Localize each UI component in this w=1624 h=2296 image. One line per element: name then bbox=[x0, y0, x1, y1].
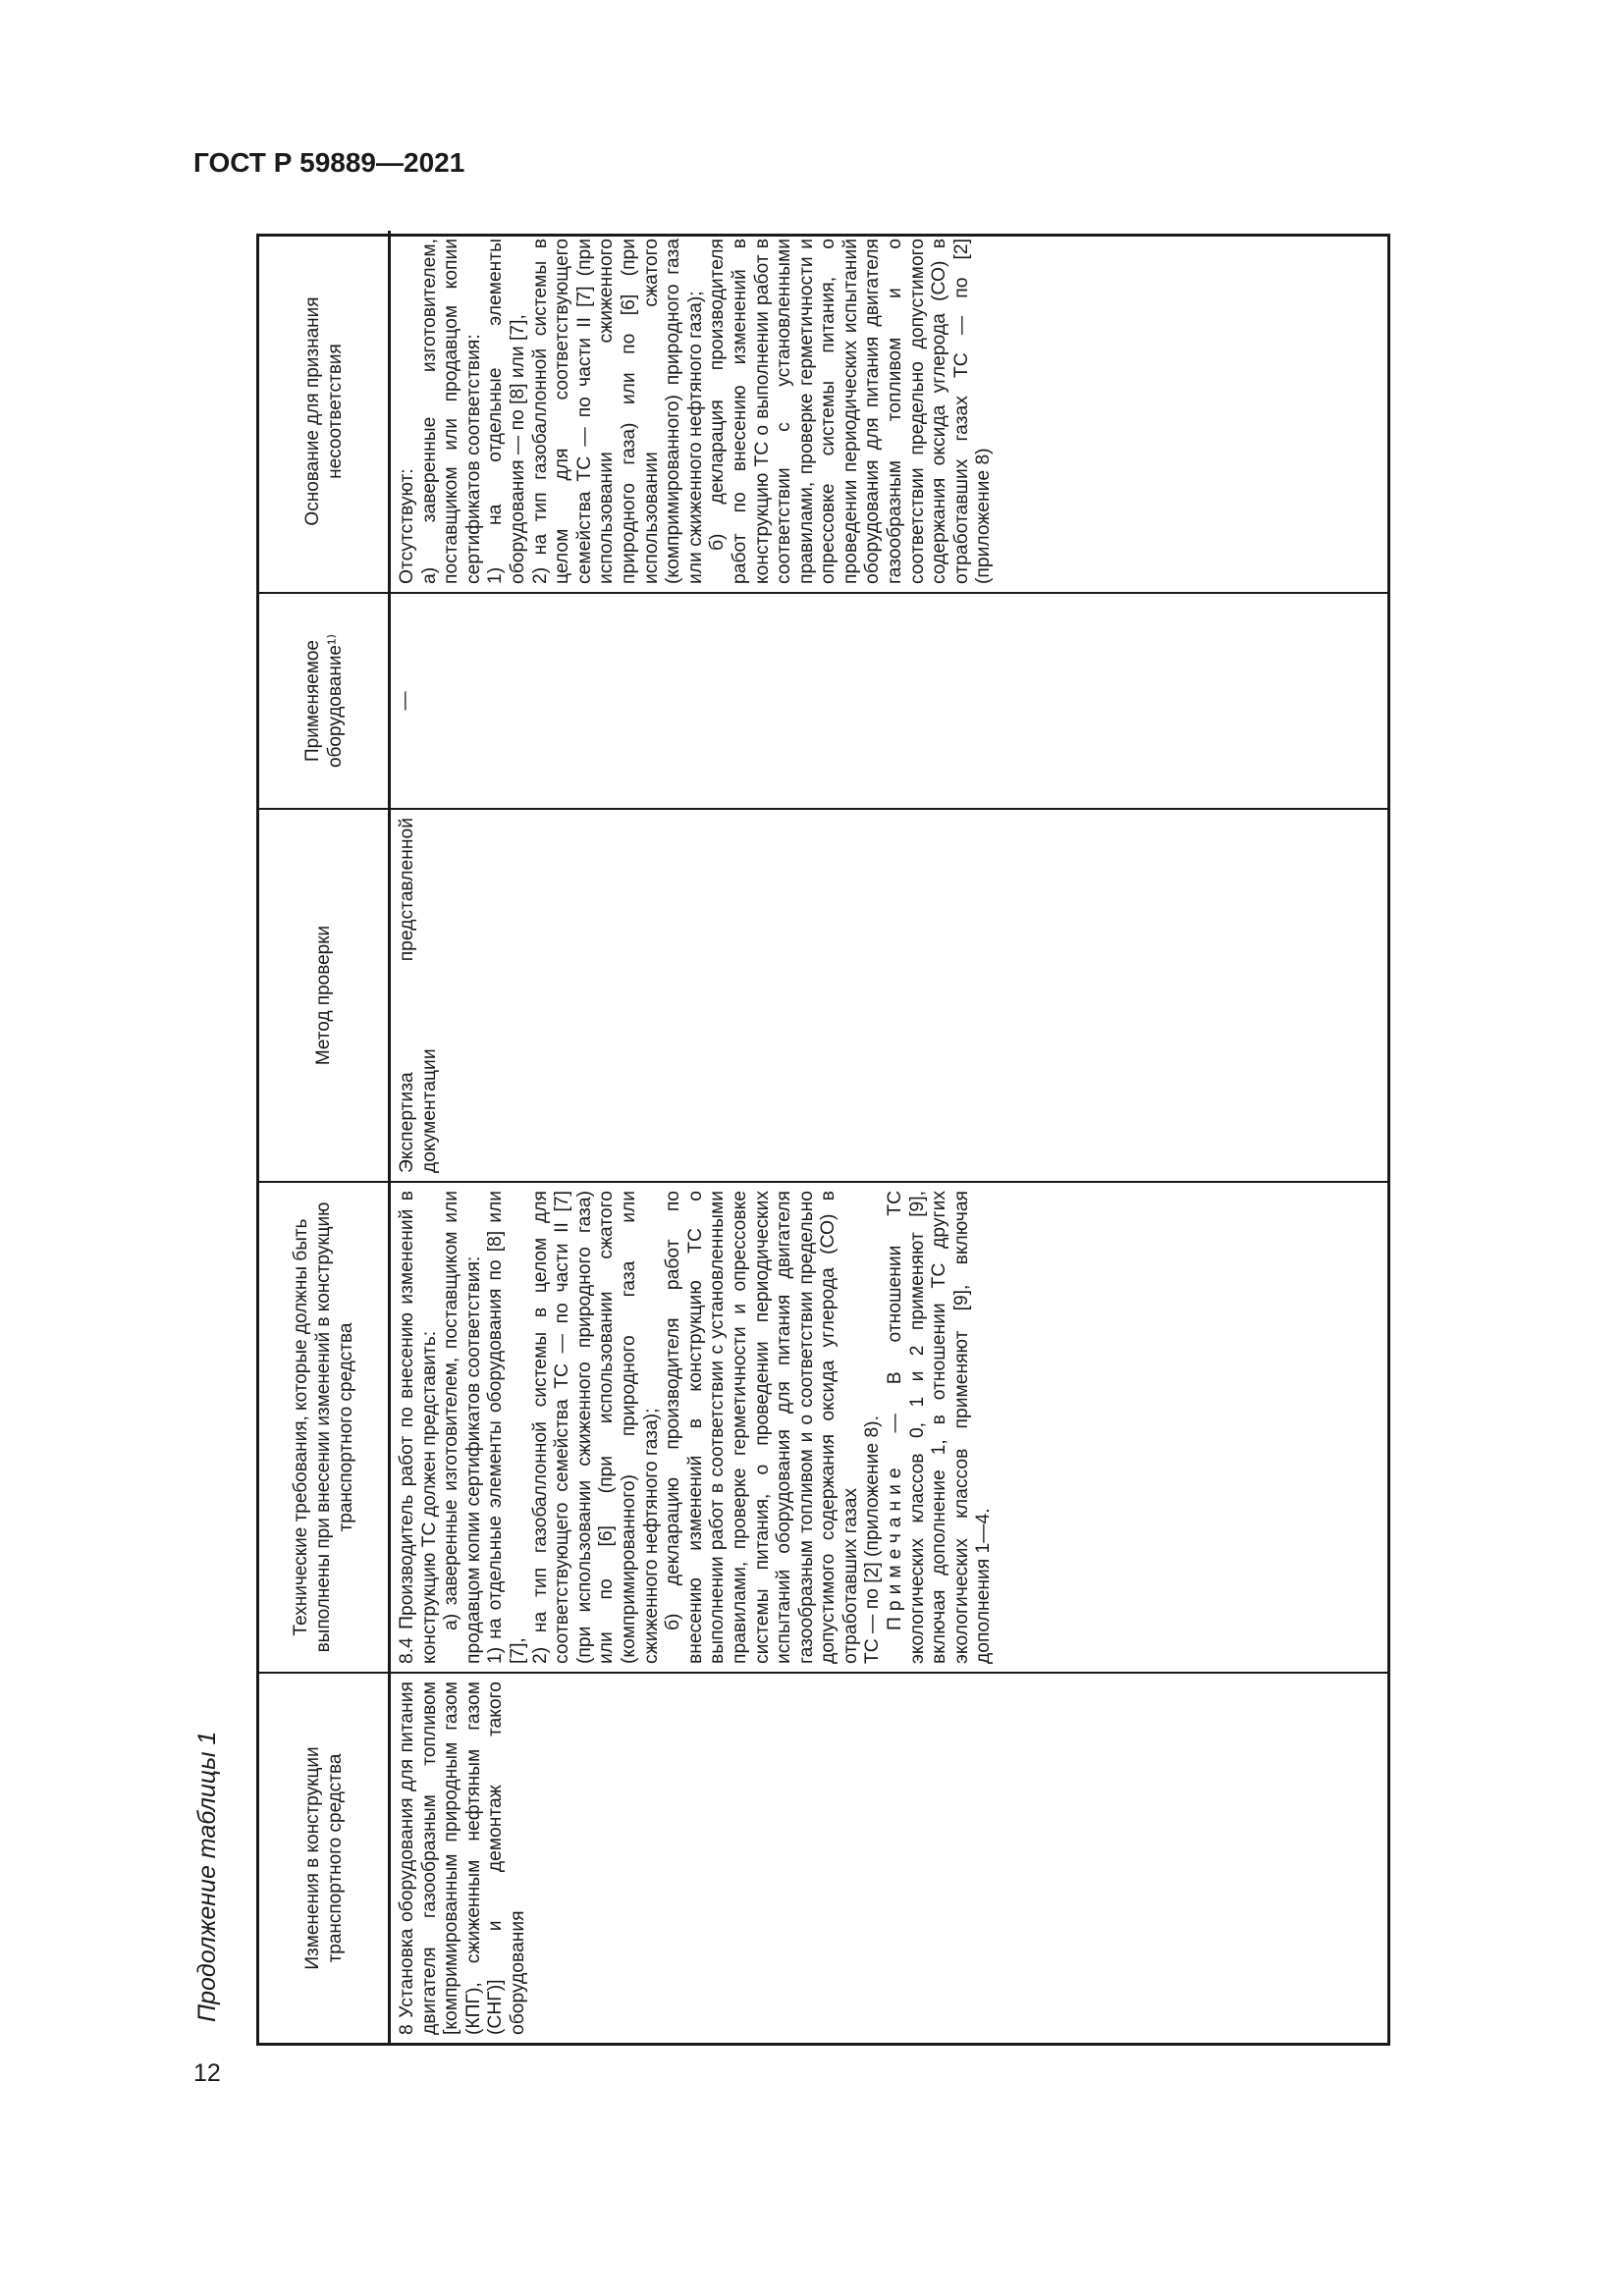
note-text: — В отношении ТС экологических классов 0, 1 и 2 применяют [9], включая дополнение 1, в отношении ТС других экологических классов применяют [9], включая дополнения 1—4. bbox=[885, 1191, 995, 1664]
req-intro: 8.4 Производитель работ по внесению изменений в конструкцию ТС должен представить: bbox=[397, 1191, 440, 1664]
column-change bbox=[259, 1674, 1387, 2043]
table-continuation-caption: Продолжение таблицы 1 bbox=[193, 1731, 221, 2022]
basis-item-a2: 2) на тип газобаллонной системы в целом для соответствующего семейства ТС — по части II [7] (при использовании сжиженного природного газа) или по [6] (при использовании сжатого (компримированного) природного газа или сжиженного нефтяного газа); bbox=[529, 239, 706, 584]
cell-requirements bbox=[391, 1183, 996, 1672]
column-requirements bbox=[259, 1183, 1387, 1674]
cell-method bbox=[391, 810, 441, 1181]
header-requirements: Технические требования, которые должны быть выполнены при внесении изменений в конструкцию транспортного средства bbox=[259, 1183, 391, 1672]
header-method: Метод проверки bbox=[259, 810, 391, 1181]
basis-item-b: б) декларация производителя работ по внесению изменений в конструкцию ТС о выполнении работ в соответствии с установленными правилами, проверке герметичности и опрессовке системы питания, о проведении периодических испытаний оборудования для питания двигателя газообразным топливом и о соответствии предельно допустимого содержания оксида углерода (СО) в отработавших газах ТС — по [2] (приложение 8) bbox=[707, 239, 995, 584]
req-tc: ТС — по [2] (приложение 8). bbox=[862, 1415, 884, 1664]
cell-equipment bbox=[391, 594, 417, 808]
basis-item-a: а) заверенные изготовителем, поставщиком или продавцом копии сертификатов соответствия: bbox=[418, 239, 484, 584]
cell-change bbox=[391, 1674, 530, 2043]
equipment-text: — bbox=[395, 691, 415, 711]
cell-basis bbox=[391, 231, 996, 592]
req-note bbox=[885, 1191, 996, 1664]
req-item-b: б) декларацию производителя работ по внесению изменений в конструкцию ТС о выполнении работ в соответствии с установленными правилами, проверке герметичности и опрессовке системы питания, о проведении периодических испытаний оборудования для питания двигателя газообразным топливом и о соответствии предельно допустимого содержания оксида углерода (СО) в отработавших газах bbox=[663, 1191, 861, 1664]
requirements-table bbox=[256, 234, 1390, 2046]
header-basis: Основание для признания несоответствия bbox=[259, 231, 391, 592]
column-method bbox=[259, 810, 1387, 1183]
header-change: Изменения в конструкции транспортного средства bbox=[259, 1674, 391, 2043]
column-equipment bbox=[259, 594, 1387, 810]
method-text: Экспертиза представленной документации bbox=[397, 818, 440, 1173]
note-label: Примечание bbox=[885, 1462, 906, 1630]
req-item-a1: 1) на отдельные элементы оборудования по [8] или [7], bbox=[485, 1191, 528, 1664]
page-number: 12 bbox=[193, 2059, 221, 2087]
header-equipment: Применяемое оборудование¹⁾ bbox=[259, 594, 391, 808]
basis-item-a1: 1) на отдельные элементы оборудования — по [8] или [7], bbox=[485, 239, 528, 584]
req-item-a2: 2) на тип газобаллонной системы в целом для соответствующего семейства ТС — по части II [7] (при использовании сжиженного природного газа) или по [6] (при использовании сжатого (компримированного) природного газа или сжиженного нефтяного газа); bbox=[529, 1191, 662, 1664]
document-title: ГОСТ Р 59889—2021 bbox=[193, 147, 465, 178]
basis-intro: Отсутствуют: bbox=[397, 468, 417, 584]
column-basis bbox=[259, 231, 1387, 594]
req-item-a: а) заверенные изготовителем, поставщиком или продавцом копии сертификатов соответствия: bbox=[441, 1191, 484, 1664]
change-text: 8 Установка оборудования для питания двигателя газообразным топливом [компримированным природным газом (КПГ), сжиженным нефтяным газом (СНГ)] и демонтаж такого оборудования bbox=[397, 1682, 528, 2035]
